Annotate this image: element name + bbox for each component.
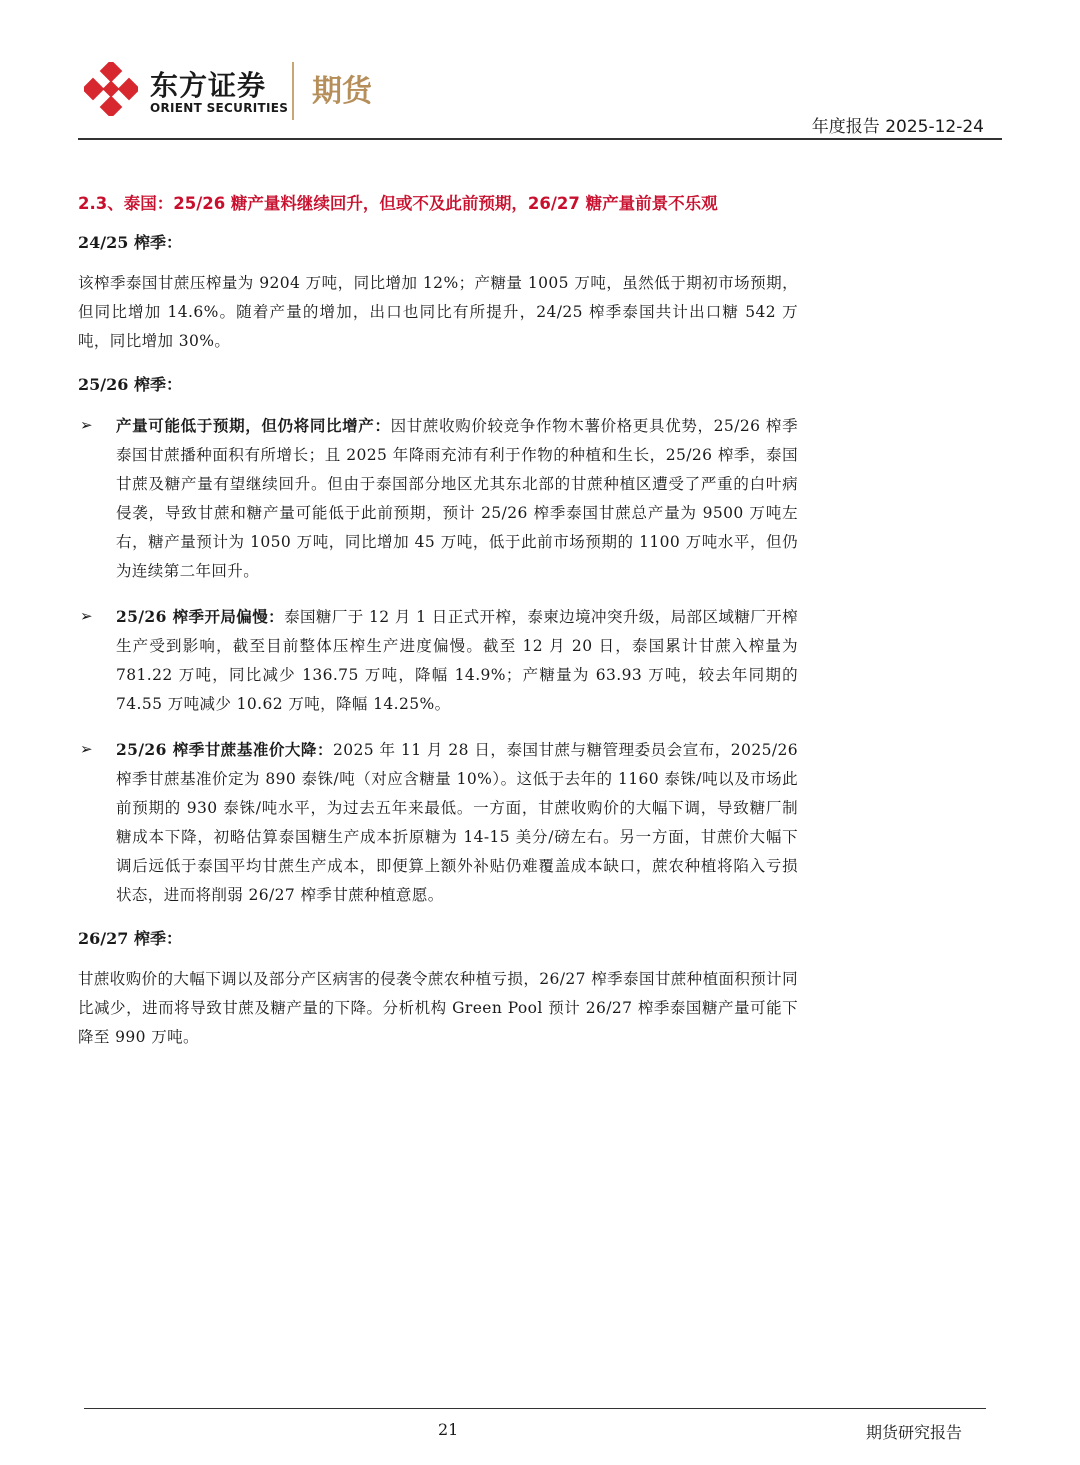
- header-divider: [78, 138, 1002, 140]
- bullet-text: 2025 年 11 月 28 日，泰国甘蔗与糖管理委员会宣布，2025/26 榨季甘蔗基准价定为 890 泰铢/吨（对应含糖量 10%）。这低于去年的 1160 泰铢/吨以及市场此前预期的 930 泰铢/吨水平，为过去五年来最低。一方面，甘蔗收购价的大幅下调，导致糖厂制糖成本下降，初略估算泰国糖生产成本折原糖为 14-15 美分/磅左右。另一方面，甘蔗价大幅下调后远低于泰国平均甘蔗生产成本，即便算上额外补贴仍难覆盖成本缺口，蔗农种植将陷入亏损状态，进而将削弱 26/27 榨季甘蔗种植意愿。: [116, 741, 798, 904]
- bullet-item: [78, 735, 798, 910]
- arrow-bullet-icon: ➢: [80, 607, 93, 625]
- bullet-lead: 25/26 榨季甘蔗基准价大降：: [116, 740, 333, 759]
- brand-name-en: ORIENT SECURITIES: [150, 101, 289, 115]
- bullet-item: [78, 411, 798, 586]
- season-2425-paragraph: 该榨季泰国甘蔗压榨量为 9204 万吨，同比增加 12%；产糖量 1005 万吨，虽然低于期初市场预期，但同比增加 14.6%。随着产量的增加，出口也同比有所提升，24/25 榨季泰国共计出口糖 542 万吨，同比增加 30%。: [78, 274, 798, 350]
- report-type-date: 年度报告 2025-12-24: [811, 117, 984, 137]
- bullet-text: 因甘蔗收购价较竞争作物木薯价格更具优势，25/26 榨季泰国甘蔗播种面积有所增长；且 2025 年降雨充沛有利于作物的种植和生长，25/26 榨季，泰国甘蔗及糖产量有望继续回升。但由于泰国部分地区尤其东北部的甘蔗种植区遭受了严重的白叶病侵袭，导致甘蔗和糖产量可能低于此前预期，预计 25/26 榨季泰国甘蔗总产量为 9500 万吨左右，糖产量预计为 1050 万吨，同比增加 45 万吨，低于此前市场预期的 1100 万吨水平，但仍为连续第二年回升。: [116, 417, 798, 580]
- bullet-item: [78, 602, 798, 719]
- page-number: 21: [438, 1420, 459, 1439]
- brand-division: 期货: [312, 74, 372, 109]
- season-2627-paragraph: 甘蔗收购价的大幅下调以及部分产区病害的侵袭令蔗农种植亏损，26/27 榨季泰国甘蔗种植面积预计同比减少，进而将导致甘蔗及糖产量的下降。分析机构 Green Pool 预计 26/27 榨季泰国糖产量可能下降至 990 万吨。: [78, 970, 798, 1046]
- season-2526-heading: 25/26 榨季：: [78, 375, 182, 394]
- season-2425-heading: 24/25 榨季：: [78, 233, 182, 252]
- bullet-text: 泰国糖厂于 12 月 1 日正式开榨，泰柬边境冲突升级，局部区域糖厂开榨生产受到影响，截至目前整体压榨生产进度偏慢。截至 12 月 20 日，泰国累计甘蔗入榨量为 781.22 万吨，同比减少 136.75 万吨，降幅 14.9%；产糖量为 63.93 万吨，较去年同期的 74.55 万吨减少 10.62 万吨，降幅 14.25%。: [116, 608, 798, 713]
- report-body: [78, 190, 798, 1068]
- bullet-lead: 25/26 榨季开局偏慢：: [116, 607, 285, 626]
- bullet-lead: 产量可能低于预期，但仍将同比增产：: [116, 416, 391, 435]
- season-2627-heading: 26/27 榨季：: [78, 929, 182, 948]
- arrow-bullet-icon: ➢: [80, 416, 93, 434]
- section-title: 2.3、泰国：25/26 糖产量料继续回升，但或不及此前预期，26/27 糖产量前景不乐观: [78, 194, 718, 213]
- footer-label: 期货研究报告: [865, 1423, 962, 1442]
- page-header: [0, 0, 1080, 140]
- brand-divider: [292, 62, 294, 120]
- arrow-bullet-icon: ➢: [80, 740, 93, 758]
- brand-name-cn: 东方证券: [150, 69, 267, 102]
- orient-securities-logo-icon: [84, 62, 138, 116]
- footer-divider: [84, 1408, 986, 1409]
